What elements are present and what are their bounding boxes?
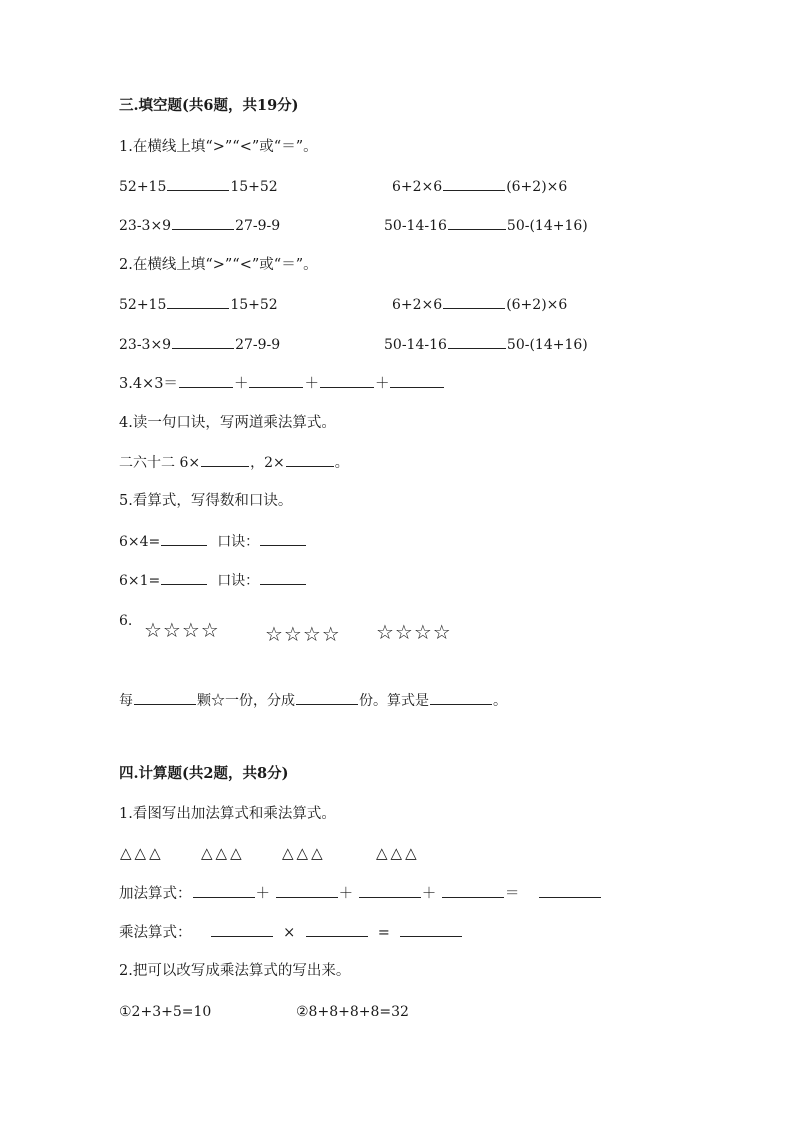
answer-blank[interactable] bbox=[448, 335, 506, 349]
expr: 6+2×6 bbox=[392, 297, 443, 313]
star-group-icon: ☆☆☆☆ bbox=[265, 622, 341, 646]
answer-blank[interactable] bbox=[296, 691, 358, 705]
plus-sign: ＋ bbox=[233, 376, 249, 392]
answer-blank[interactable] bbox=[249, 374, 303, 388]
section4-title: 四.计算题(共2题，共8分) bbox=[119, 765, 289, 782]
answer-blank[interactable] bbox=[211, 923, 273, 937]
q4-end: 。 bbox=[334, 455, 349, 471]
q3-start: 3.4×3＝ bbox=[119, 376, 178, 392]
triangle-group-icon: △△△ bbox=[201, 844, 245, 862]
answer-blank[interactable] bbox=[443, 177, 505, 191]
expr: (6+2)×6 bbox=[506, 179, 568, 195]
q1-prompt: 1.在横线上填“>”“<”或“＝”。 bbox=[119, 139, 318, 155]
expr: 50-14-16 bbox=[384, 337, 447, 353]
q4-koujue: 二六十二 6× bbox=[119, 455, 201, 471]
text: 每 bbox=[119, 693, 133, 709]
q5-row1 bbox=[119, 532, 307, 551]
q1-row2-right bbox=[384, 216, 588, 235]
expr: 15+52 bbox=[230, 179, 278, 195]
expr: 50-(14+16) bbox=[506, 337, 588, 353]
answer-blank[interactable] bbox=[161, 532, 207, 546]
expr: 6×4= bbox=[119, 534, 161, 550]
q4-prompt: 4.读一句口诀，写两道乘法算式。 bbox=[119, 415, 336, 431]
answer-blank[interactable] bbox=[306, 923, 368, 937]
times-sign: × bbox=[283, 925, 296, 941]
triangle-group-icon: △△△ bbox=[376, 844, 420, 862]
mul-equation-line bbox=[119, 923, 463, 942]
plus-sign: ＋ bbox=[374, 376, 390, 392]
answer-blank[interactable] bbox=[539, 884, 601, 898]
answer-blank[interactable] bbox=[201, 453, 249, 467]
expr: 27-9-9 bbox=[235, 218, 281, 234]
s4-q2-item1: ①2+3+5=10 bbox=[119, 1004, 212, 1020]
expr: 23-3×9 bbox=[119, 337, 172, 353]
answer-blank[interactable] bbox=[167, 177, 229, 191]
answer-blank[interactable] bbox=[443, 295, 505, 309]
answer-blank[interactable] bbox=[167, 295, 229, 309]
text: 。 bbox=[493, 693, 507, 709]
q5-row2 bbox=[119, 571, 307, 590]
answer-blank[interactable] bbox=[390, 374, 444, 388]
plus-sign: ＋ bbox=[338, 886, 354, 902]
expr: 50-14-16 bbox=[384, 218, 447, 234]
answer-blank[interactable] bbox=[359, 884, 421, 898]
q1-row2-left bbox=[119, 216, 280, 235]
q2-row1-left bbox=[119, 295, 278, 314]
text: 颗☆一份，分成 bbox=[197, 693, 295, 709]
equals-sign: ＝ bbox=[504, 886, 520, 902]
q2-row2-left bbox=[119, 335, 280, 354]
star-group-icon: ☆☆☆☆ bbox=[376, 620, 452, 644]
section3-title: 三.填空题(共6题，共19分) bbox=[119, 97, 299, 114]
q4-line bbox=[119, 453, 349, 472]
mul-label: 乘法算式： bbox=[119, 925, 192, 941]
q5-prompt: 5.看算式，写得数和口诀。 bbox=[119, 493, 293, 509]
add-equation-line bbox=[119, 884, 602, 903]
expr: 6×1= bbox=[119, 573, 161, 589]
answer-blank[interactable] bbox=[430, 691, 492, 705]
star-group-icon: ☆☆☆☆ bbox=[144, 618, 220, 642]
q1-row1-right bbox=[392, 177, 567, 196]
expr: 52+15 bbox=[119, 179, 167, 195]
s4-q2-prompt: 2.把可以改写成乘法算式的写出来。 bbox=[119, 963, 351, 979]
q6-number: 6. bbox=[119, 613, 133, 629]
answer-blank[interactable] bbox=[286, 453, 334, 467]
expr: 50-(14+16) bbox=[506, 218, 588, 234]
triangle-group-icon: △△△ bbox=[120, 844, 164, 862]
text: 份。算式是 bbox=[359, 693, 429, 709]
expr: 27-9-9 bbox=[235, 337, 281, 353]
plus-sign: ＋ bbox=[304, 376, 319, 392]
q6-line bbox=[119, 691, 507, 710]
triangle-group-icon: △△△ bbox=[282, 844, 326, 862]
plus-sign: ＋ bbox=[255, 886, 270, 902]
answer-blank[interactable] bbox=[134, 691, 196, 705]
expr: (6+2)×6 bbox=[506, 297, 568, 313]
answer-blank[interactable] bbox=[442, 884, 504, 898]
answer-blank[interactable] bbox=[172, 216, 234, 230]
s4-q2-item2: ②8+8+8+8=32 bbox=[296, 1004, 409, 1020]
q4-second: ，2× bbox=[250, 455, 285, 471]
answer-blank[interactable] bbox=[276, 884, 338, 898]
koujue-label: 口诀： bbox=[217, 573, 260, 589]
koujue-label: 口诀： bbox=[217, 534, 260, 550]
q2-prompt: 2.在横线上填“>”“<”或“＝”。 bbox=[119, 257, 318, 273]
expr: 15+52 bbox=[230, 297, 278, 313]
expr: 52+15 bbox=[119, 297, 167, 313]
q2-row1-right bbox=[392, 295, 567, 314]
q1-row1-left bbox=[119, 177, 278, 196]
s4-q1-prompt: 1.看图写出加法算式和乘法算式。 bbox=[119, 806, 336, 822]
answer-blank[interactable] bbox=[193, 884, 255, 898]
q3-line bbox=[119, 374, 445, 393]
answer-blank[interactable] bbox=[172, 335, 234, 349]
plus-sign: ＋ bbox=[421, 886, 437, 902]
q2-row2-right bbox=[384, 335, 588, 354]
expr: 23-3×9 bbox=[119, 218, 172, 234]
add-label: 加法算式： bbox=[119, 886, 192, 902]
equals-sign: = bbox=[377, 925, 390, 941]
expr: 6+2×6 bbox=[392, 179, 443, 195]
answer-blank[interactable] bbox=[260, 532, 306, 546]
answer-blank[interactable] bbox=[179, 374, 233, 388]
answer-blank[interactable] bbox=[260, 571, 306, 585]
answer-blank[interactable] bbox=[448, 216, 506, 230]
answer-blank[interactable] bbox=[400, 923, 462, 937]
answer-blank[interactable] bbox=[320, 374, 374, 388]
answer-blank[interactable] bbox=[161, 571, 207, 585]
